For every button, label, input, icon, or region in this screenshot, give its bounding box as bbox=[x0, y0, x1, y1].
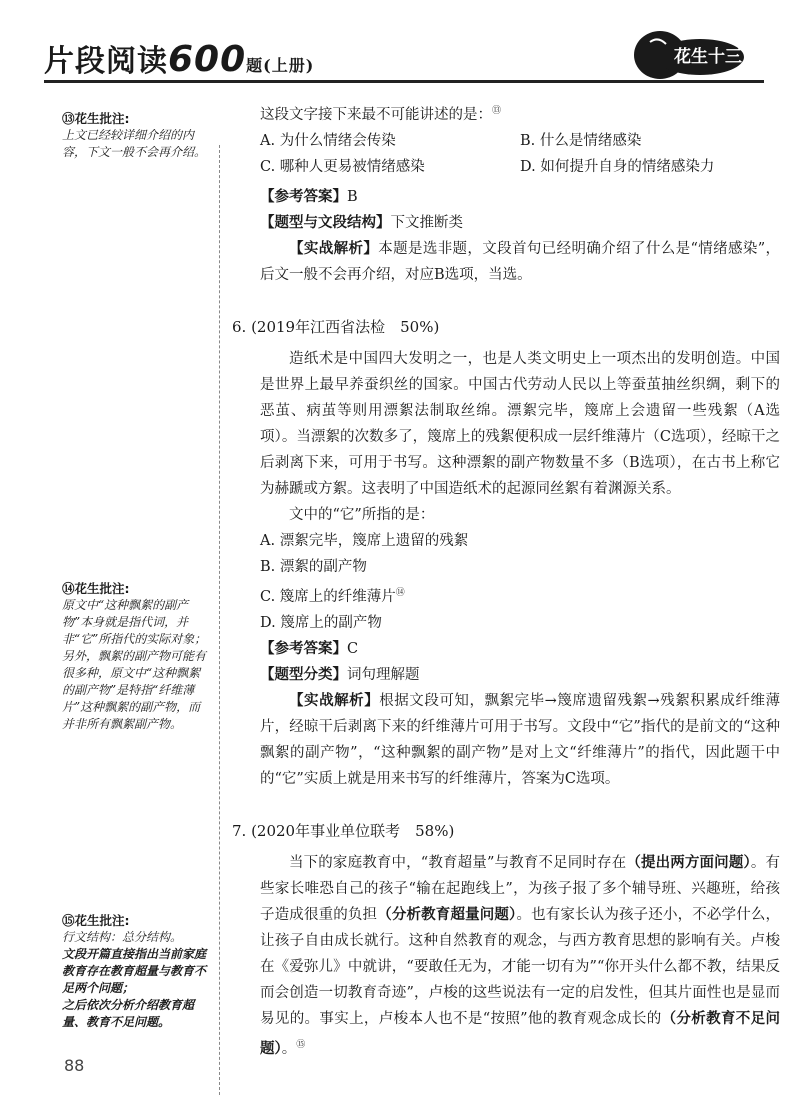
type-value: 下文推断类 bbox=[390, 214, 463, 231]
analysis bbox=[260, 236, 780, 288]
question-stem bbox=[260, 98, 780, 128]
annotation-line: 行文结构：总分结构。 bbox=[62, 930, 183, 944]
logo-text: 花生十三 bbox=[674, 47, 742, 67]
annotation-15 bbox=[62, 912, 212, 1031]
annotation-line: 之后依次分析介绍教育超量、教育不足问题。 bbox=[62, 998, 195, 1029]
option-a: A. 为什么情绪会传染 bbox=[260, 132, 396, 149]
answer-label: 【参考答案】 bbox=[260, 187, 347, 205]
passage: 造纸术是中国四大发明之一，也是人类文明史上一项杰出的发明创造。中国是世界上最早养蚕织丝的国家。中国古代劳动人民以上等蚕茧抽丝织绸，剩下的恶茧、病茧等则用漂絮法制取丝绵。漂絮完毕，篾席上会遗留一些残絮（A选项）。当漂絮的次数多了，篾席上的残絮便积成一层纤维薄片（C选项），经晾干之后剥离下来，可用于书写。这种漂絮的副产物数量不多（B选项），在古书上称它为赫蹏或方絮。这表明了中国造纸术的起源同丝絮有着渊源关系。 bbox=[260, 351, 780, 497]
answer-value: C bbox=[347, 640, 359, 657]
analysis-text: 本题是选非题，文段首句已经明确介绍了什么是“情绪感染”，后文一般不会再介绍，对应B选项，当选。 bbox=[260, 240, 781, 283]
annotation-13 bbox=[62, 110, 212, 161]
option-d: D. 篾席上的副产物 bbox=[260, 614, 382, 631]
type-label: 【题型分类】 bbox=[260, 665, 347, 683]
option-b: B. 什么是情绪感染 bbox=[520, 132, 642, 149]
annotation-marker: ⑭ bbox=[395, 588, 405, 598]
passage-text: 。有些家长唯恐自己的孩子“输在起跑线上”，为孩子报了多个辅导班、兴趣班，给孩子造成很重的负担 bbox=[260, 855, 781, 923]
question-heading: 7. (2020年事业单位联考 58%) bbox=[232, 822, 455, 840]
annotation-14 bbox=[62, 580, 212, 733]
answer-label: 【参考答案】 bbox=[260, 639, 347, 657]
analysis-label: 【实战解析】 bbox=[289, 691, 380, 709]
answer-line bbox=[260, 184, 780, 210]
book-title-suffix: 题 bbox=[246, 56, 264, 75]
option-c: C. 哪种人更易被情绪感染 bbox=[260, 158, 425, 175]
annotation-title: ⑭花生批注: bbox=[62, 581, 130, 596]
option-c bbox=[260, 580, 780, 610]
options-row bbox=[260, 128, 780, 154]
annotation-line: 上文已经较详细介绍的内容，下文一般不会再介绍。 bbox=[62, 128, 207, 159]
passage-text: 。也有家长认为孩子还小，不必学什么，让孩子自由成长就行。这种自然教育的观念，与西方教育思想的影响有关。卢梭在《爱弥儿》中就讲，“要敢任无为，才能一切有为”“你开头什么都不教，结果反而会创造一切教育奇迹”，卢梭的这些说法有一定的启发性，但其片面性也是显而易见的。事实上，卢梭本人也不是“按照”他的教育观念成长的 bbox=[260, 907, 781, 1027]
annotation-body bbox=[62, 597, 212, 733]
answer-value: B bbox=[347, 188, 358, 205]
question-body bbox=[232, 502, 780, 792]
book-title bbox=[44, 36, 314, 80]
option-d: D. 如何提升自身的情绪感染力 bbox=[520, 158, 715, 175]
page-number: 88 bbox=[64, 1056, 85, 1075]
annotation-title: ⑮花生批注: bbox=[62, 913, 130, 928]
option-c-text: C. 篾席上的纤维薄片 bbox=[260, 588, 396, 605]
question-heading: 6. (2019年江西省法检 50%) bbox=[232, 318, 440, 336]
stem-text: 这段文字接下来最不可能讲述的是： bbox=[260, 106, 492, 123]
inline-annotation: （分析教育不足问题） bbox=[260, 1010, 780, 1057]
question-stem: 文中的“它”所指的是： bbox=[289, 507, 435, 523]
annotation-title: ⑬花生批注: bbox=[62, 111, 130, 126]
question-6 bbox=[232, 314, 780, 792]
type-value: 词句理解题 bbox=[347, 666, 420, 683]
brand-logo bbox=[630, 28, 780, 82]
question-7 bbox=[232, 818, 780, 1062]
inline-annotation: （提出两方面问题） bbox=[626, 854, 751, 871]
type-line bbox=[260, 210, 780, 236]
book-title-text: 片段阅读 bbox=[44, 44, 168, 79]
annotation-marker: ⑮ bbox=[296, 1040, 306, 1050]
analysis-label: 【实战解析】 bbox=[289, 239, 379, 257]
annotation-body bbox=[62, 127, 212, 161]
option-a: A. 漂絮完毕，篾席上遗留的残絮 bbox=[260, 533, 469, 549]
annotation-line: 文段开篇直接指出当前家庭教育存在教育超量与教育不足两个问题； bbox=[62, 947, 207, 995]
options-row bbox=[260, 154, 780, 180]
analysis-text: 根据文段可知，飘絮完毕→篾席遗留残絮→残絮积累成纤维薄片，经晾干后剥离下来的纤维薄片可用于书写。文段中“它”指代的是前文的“这种飘絮的副产物”，“这种飘絮的副产物”是对上文“纤维薄片”的指代，因此题干中的“它”实质上就是用来书写的纤维薄片，答案为C选项。 bbox=[260, 692, 781, 787]
sidebar-divider bbox=[219, 145, 220, 1095]
inline-annotation: （分析教育超量问题） bbox=[377, 906, 517, 923]
annotation-body bbox=[62, 929, 212, 1031]
book-volume: (上册) bbox=[263, 56, 315, 75]
analysis bbox=[260, 688, 780, 792]
type-label: 【题型与文段结构】 bbox=[260, 213, 391, 231]
annotation-marker: ⑬ bbox=[492, 106, 502, 116]
book-title-number: 600 bbox=[168, 39, 247, 80]
question-5 bbox=[260, 98, 780, 288]
annotation-line: 原文中“这种飘絮的副产物”本身就是指代词，并非“它”所指代的实际对象； bbox=[62, 598, 207, 646]
annotation-line: 另外，飘絮的副产物可能有很多种，原文中“这种飘絮的副产物”是特指“纤维薄片”这种飘絮的副产物，而并非所有飘絮副产物。 bbox=[62, 649, 207, 731]
passage bbox=[232, 850, 780, 1062]
passage-text: 当下的家庭教育中，“教育超量”与教育不足同时存在 bbox=[289, 855, 627, 871]
option-b: B. 漂絮的副产物 bbox=[260, 559, 367, 575]
answer-line bbox=[260, 636, 780, 662]
passage-text: 。 bbox=[281, 1040, 297, 1057]
type-line bbox=[260, 662, 780, 688]
